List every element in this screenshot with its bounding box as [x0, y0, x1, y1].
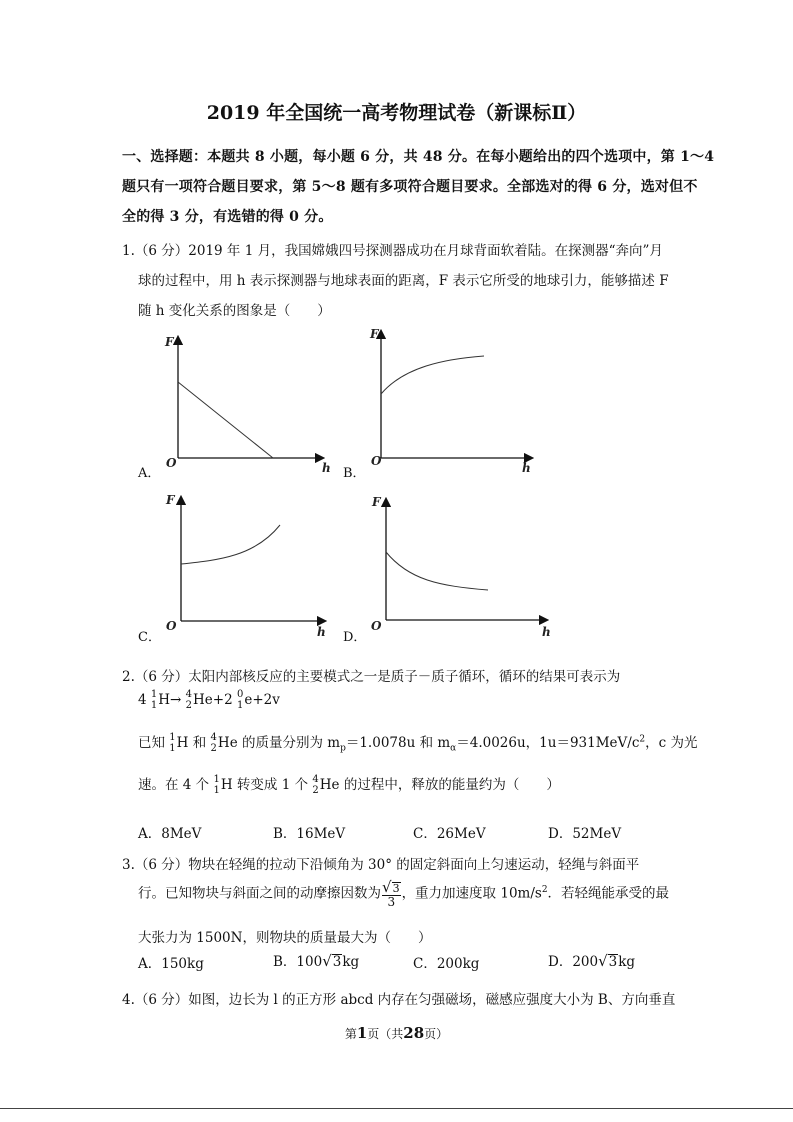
- q2-option-a: A．8MeV: [138, 826, 202, 842]
- section-instructions-line-3: 全的得 3 分，有选错的得 0 分。: [122, 209, 333, 225]
- origin-label: O: [371, 619, 382, 633]
- eq-coefficient: 4: [138, 692, 147, 708]
- section-instructions-line-2: 题只有一项符合题目要求，第 5～8 题有多项符合题目要求。全部选对的得 6 分，选对但不: [122, 179, 698, 195]
- q2-nuclear-equation: 4 1 1 H→ 4 2 He+2 0 1 e+2v: [138, 689, 280, 711]
- axis-label-f: F: [370, 327, 379, 341]
- q1-option-d-label: D．: [343, 630, 367, 645]
- q3-option-c: C．200kg: [413, 956, 480, 972]
- page-number: 1: [356, 1024, 368, 1042]
- axis-label-h: h: [317, 625, 326, 639]
- q1-option-c-label: C．: [138, 630, 161, 645]
- isotope-e: 0 1: [237, 689, 244, 711]
- axis-label-f: F: [166, 493, 175, 507]
- isotope-he: 4 2: [185, 689, 193, 711]
- axis-label-h: h: [522, 461, 531, 475]
- origin-label: O: [166, 456, 177, 470]
- q2-option-b: B．16MeV: [273, 826, 346, 842]
- q1-stem-line-2: 球的过程中，用 h 表示探测器与地球表面的距离，F 表示它所受的地球引力，能够描述 F: [138, 273, 669, 289]
- q1-graph-c: [160, 490, 340, 640]
- page-footer: 第1页（共28页）: [344, 1024, 449, 1042]
- q3-stem-line-2: 行。已知物块与斜面之间的动摩擦因数为 $\frac{√3}{3}$ ，重力加速度取 $10m/s^2$．若轻绳能承受的最: [138, 878, 670, 910]
- curve-line: [381, 356, 484, 394]
- bottom-divider: [0, 1108, 793, 1109]
- q4-stem-line-1: 4.（6 分）如图，边长为 l 的正方形 abcd 内存在匀强磁场，磁感应强度大小为 B、方向垂直: [122, 992, 676, 1008]
- q1-graph-d: [364, 490, 554, 640]
- curve-line: [181, 525, 280, 564]
- axis-label-f: F: [372, 495, 381, 509]
- origin-label: O: [371, 454, 382, 468]
- q2-option-d: D．52MeV: [548, 826, 622, 842]
- isotope-h: 1 1: [150, 689, 158, 711]
- axis-label-f: F: [165, 335, 174, 349]
- q3-stem-line-1: 3.（6 分）物块在轻绳的拉动下沿倾角为 30° 的固定斜面向上匀速运动，轻绳与斜面平: [122, 857, 640, 873]
- q1-graph-a: [160, 330, 340, 475]
- q2-stem-line-1: 2.（6 分）太阳内部核反应的主要模式之一是质子－质子循环，循环的结果可表示为: [122, 669, 621, 685]
- q2-option-c: C．26MeV: [413, 826, 486, 842]
- q1-stem-line-3: 随 h 变化关系的图象是（ ）: [138, 303, 331, 319]
- q2-stem-line-4: 速。在 4 个 1 1 H 转变成 1 个 4 2 He 的过程中，释放的能量约为（ ）: [138, 774, 560, 796]
- curve-line: [178, 382, 273, 458]
- q3-option-d: D．200√3kg: [548, 952, 636, 970]
- q1-option-a-label: A．: [138, 466, 161, 481]
- page-title: 2019 年全国统一高考物理试卷（新课标Ⅱ）: [206, 102, 587, 124]
- axis-label-h: h: [322, 461, 331, 475]
- q1-option-b-label: B．: [343, 466, 366, 481]
- q1-stem-line-1: 1.（6 分）2019 年 1 月，我国嫦娥四号探测器成功在月球背面软着陆。在探测器“奔向”月: [122, 243, 663, 259]
- origin-label: O: [166, 619, 177, 633]
- section-instructions-line-1: 一、选择题：本题共 8 小题，每小题 6 分，共 48 分。在每小题给出的四个选项中，第 1～4: [122, 149, 715, 165]
- q1-graph-b: [364, 322, 544, 475]
- q2-stem-line-3: 已知 1 1 H 和 4 2 He 的质量分别为 $m_p=1.0078u$ 和 $m_\alpha=4.0026u$，$1u=931MeV/c^2$，c 为光: [138, 732, 698, 754]
- q3-option-a: A．150kg: [138, 956, 204, 972]
- friction-coefficient-fraction: $\frac{√3}{3}$: [382, 878, 400, 910]
- q3-stem-line-3: 大张力为 1500N，则物块的质量最大为（ ）: [138, 930, 432, 946]
- q3-option-b: B．100√3kg: [273, 952, 360, 970]
- total-pages: 28: [403, 1024, 425, 1042]
- axis-label-h: h: [542, 625, 551, 639]
- curve-line: [386, 552, 488, 590]
